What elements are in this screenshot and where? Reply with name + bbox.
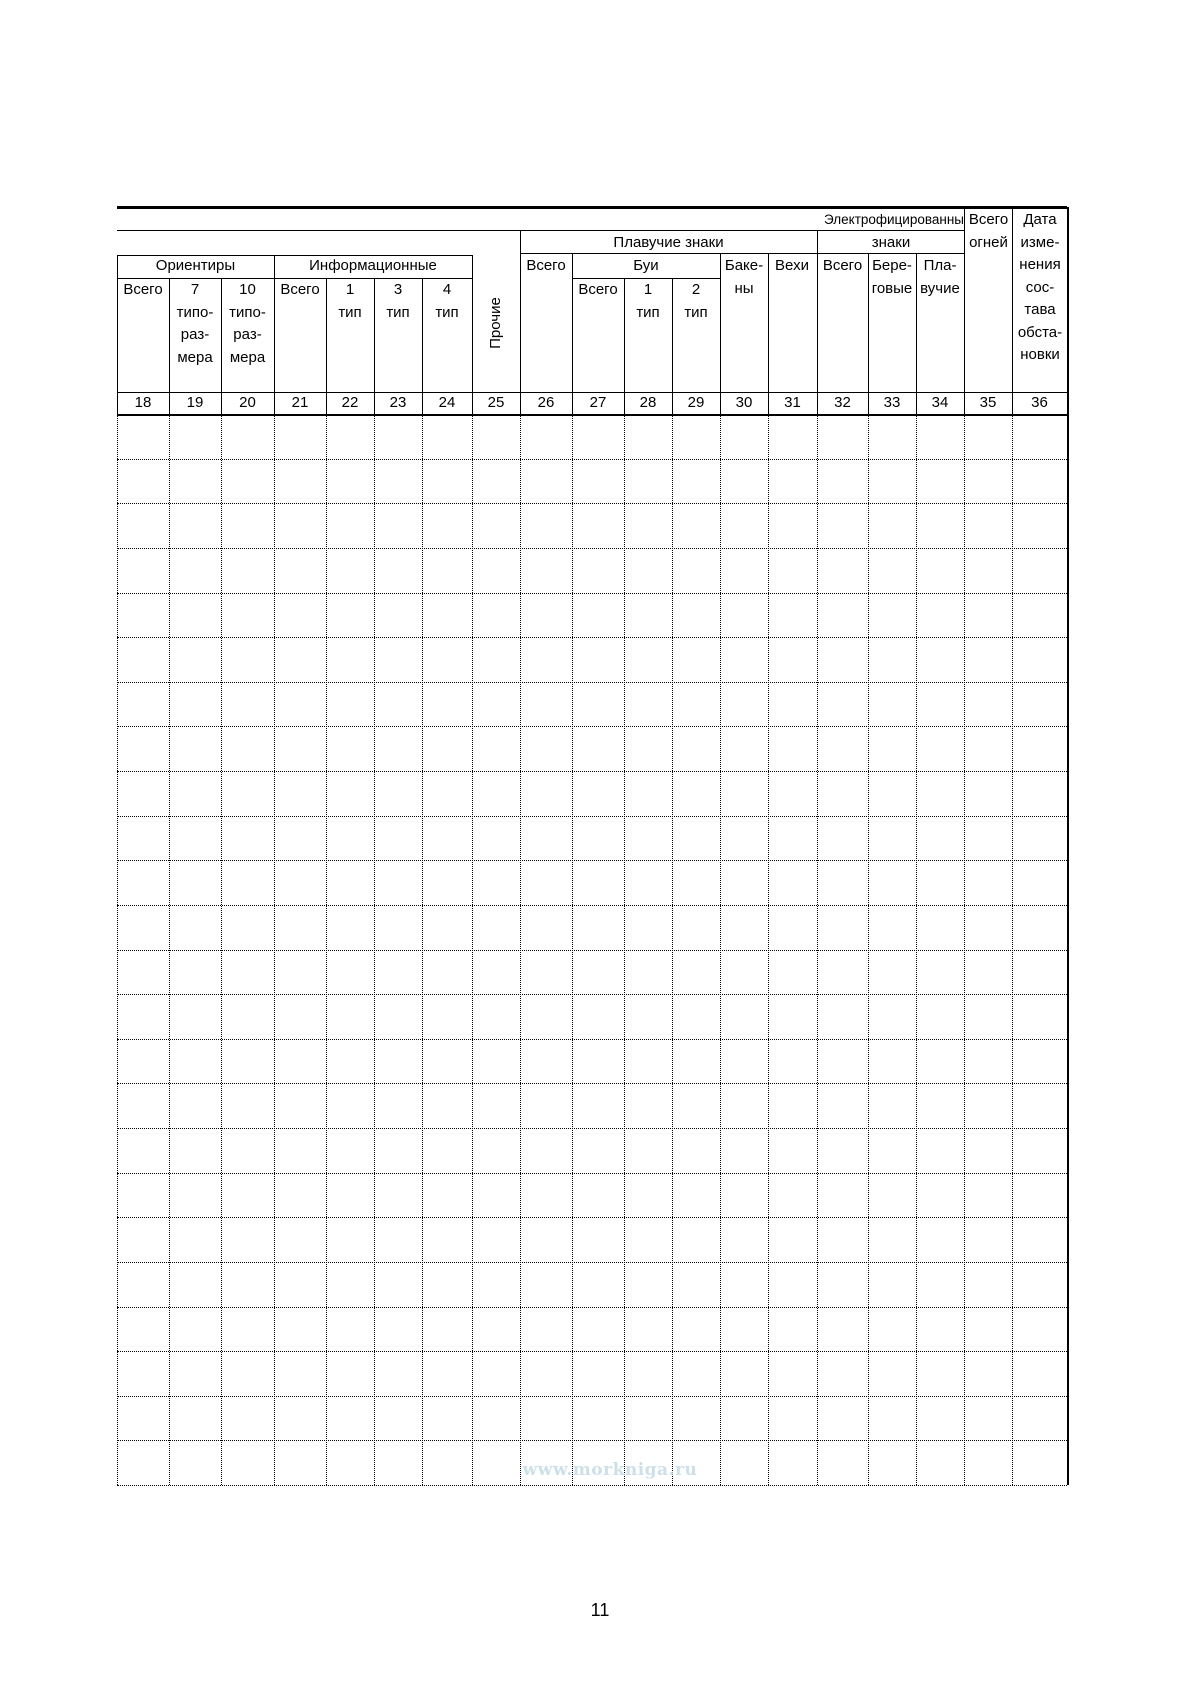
grid-line-dotted [117,1307,1067,1308]
grid-line [1067,207,1069,1485]
grid-line-dotted [117,1173,1067,1174]
column-number: 23 [389,394,407,411]
grid-line-dotted [117,593,1067,594]
grid-line-dotted [117,637,1067,638]
header-floating-total: Всего [526,257,566,274]
header-change-date: Дата изме- нения сос- тава обста- новки [1017,211,1063,363]
header-floating-signs: Плавучие знаки [613,234,724,251]
grid-line-dotted [117,950,1067,951]
header-landmarks: Ориентиры [155,257,236,274]
grid-line [472,255,473,414]
grid-line-dotted [117,771,1067,772]
grid-line-dotted [117,994,1067,995]
header-vekhi: Вехи [775,257,809,274]
grid-line-dotted [117,1217,1067,1218]
header-buoy-type-2: 2 тип [684,281,708,321]
header-info-total: Всего [280,281,320,298]
grid-line-dotted [117,548,1067,549]
header-electrified-signs: Электрофицированны [824,212,964,227]
grid-line-dotted [117,1262,1067,1263]
header-coastal: Бере- говые [871,257,913,297]
watermark: www.morkniga.ru [522,1460,698,1480]
column-number: 29 [687,394,705,411]
grid-line-dotted [117,905,1067,906]
column-number: 20 [239,394,256,411]
header-electrified-signs-line2: знаки [871,234,911,251]
header-bakens: Баке- ны [724,257,764,297]
grid-line-dotted [117,1351,1067,1352]
grid-line-dotted [117,860,1067,861]
header-buoys: Буи [633,257,659,274]
grid-line-dotted [117,1128,1067,1129]
column-number: 34 [931,394,949,411]
column-number: 26 [537,394,555,411]
column-number: 19 [186,394,204,411]
grid-line-dotted [117,1485,1067,1486]
column-number: 27 [589,394,607,411]
grid-line-dotted [117,1396,1067,1397]
grid-line-dotted [117,1039,1067,1040]
header-type-3: 3 тип [386,281,410,321]
header-type-1: 1 тип [338,281,362,321]
header-other: Прочие [487,297,504,349]
column-number: 28 [639,394,657,411]
column-number: 21 [291,394,309,411]
grid-line-dotted [117,1440,1067,1441]
column-number: 33 [883,394,901,411]
grid-line-dotted [117,503,1067,504]
grid-line [117,414,1067,416]
header-buoy-type-1: 1 тип [636,281,660,321]
header-size-7: 7 типо- раз- мера [176,281,214,366]
page-number: 11 [590,1600,610,1620]
header-size-10: 10 типо- раз- мера [229,281,266,366]
header-electrified-total: Всего [822,257,863,274]
grid-line-dotted [117,1083,1067,1084]
column-number: 35 [979,394,997,411]
column-number: 24 [438,394,456,411]
column-number: 36 [1031,394,1048,411]
column-number: 25 [487,394,505,411]
header-buoys-total: Всего [578,281,618,298]
header-informational: Информационные [309,257,437,274]
grid-line-dotted [117,682,1067,683]
grid-line-dotted [117,726,1067,727]
header-type-4: 4 тип [435,281,459,321]
column-number: 30 [735,394,753,411]
header-landmarks-total: Всего [123,281,163,298]
grid-line-dotted [117,459,1067,460]
column-number: 31 [784,394,801,411]
column-number: 32 [834,394,851,411]
column-number: 22 [341,394,359,411]
column-number: 18 [134,394,152,411]
grid-line [117,392,1067,393]
header-floating-electrified: Пла- вучие [920,257,960,297]
header-total-lights: Всего огней [968,211,1009,251]
grid-line-dotted [117,816,1067,817]
